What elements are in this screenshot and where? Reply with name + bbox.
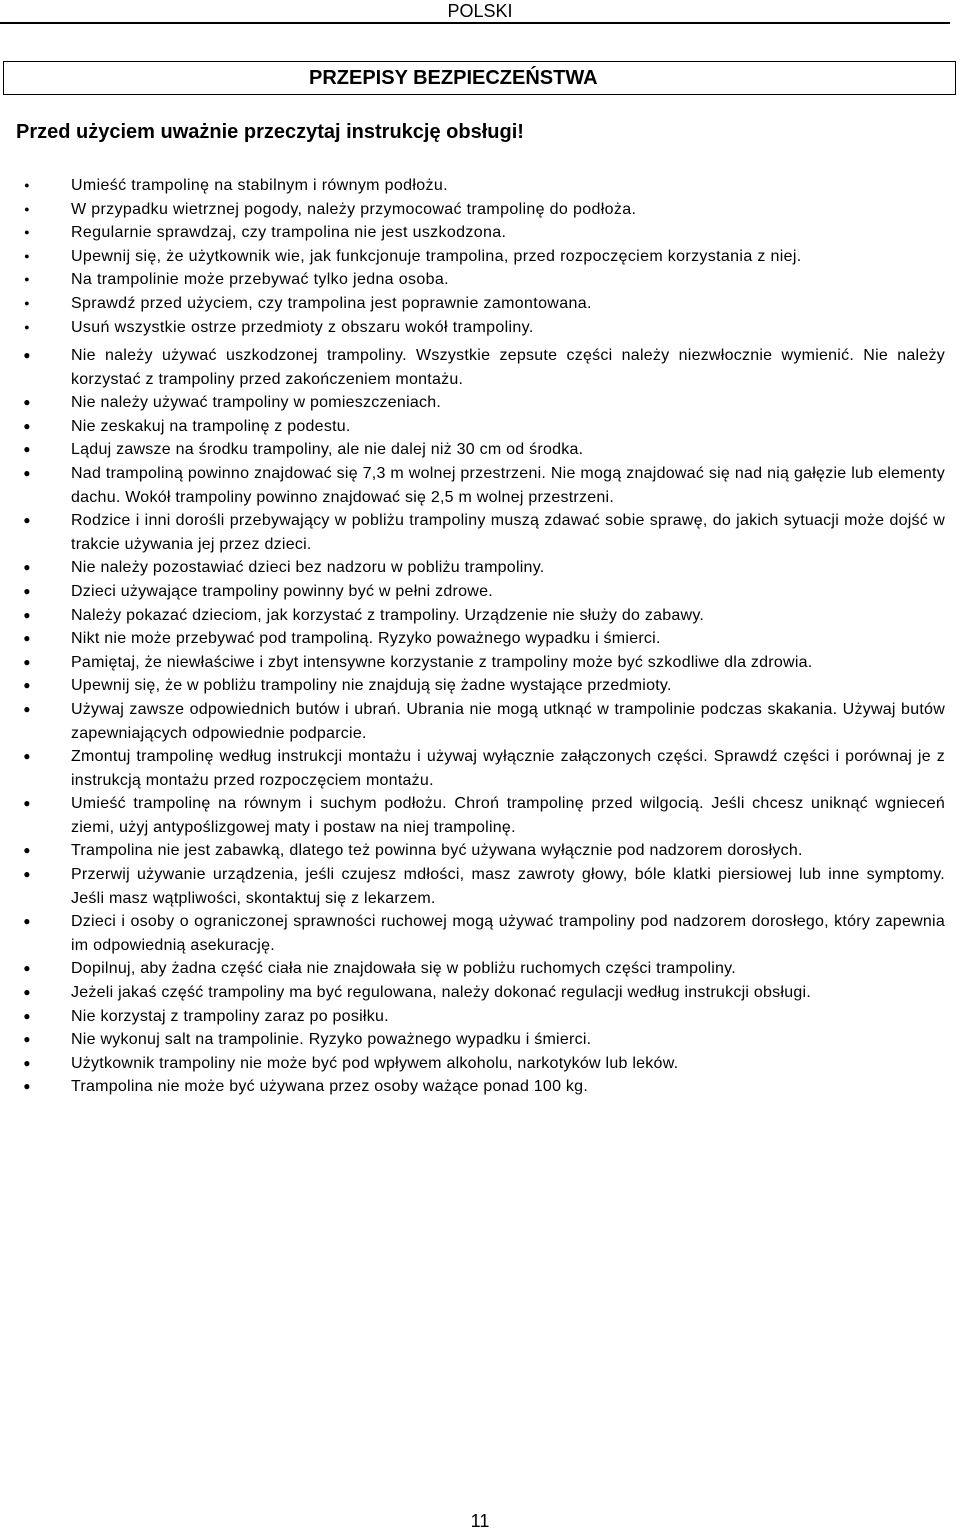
safety-rule-item — [0, 316, 949, 340]
safety-rule-item — [0, 1005, 945, 1029]
safety-rule-text: Nikt nie może przebywać pod trampoliną. Ryzyko poważnego wypadku i śmierci. — [71, 630, 661, 648]
safety-rules-list — [0, 344, 960, 1099]
section-subtitle: Przed użyciem uważnie przeczytaj instrukcję obsługi! — [16, 121, 524, 143]
safety-rule-item — [0, 981, 945, 1005]
bullet-icon: ● — [23, 583, 31, 598]
safety-rule-text: Na trampolinie może przebywać tylko jedna osoba. — [71, 271, 449, 289]
safety-rule-item — [0, 221, 949, 245]
bullet-icon: ● — [23, 985, 31, 1000]
bullet-icon: ● — [23, 914, 31, 929]
safety-rule-text: Trampolina nie może być używana przez osoby ważące ponad 100 kg. — [71, 1078, 589, 1096]
bullet-icon: ● — [23, 749, 31, 764]
safety-rule-text: Pamiętaj, że niewłaściwe i zbyt intensywne korzystanie z trampoliny może być szkodliwe dla zdrowia. — [71, 653, 813, 671]
safety-rule-item — [0, 292, 949, 316]
bullet-icon: ● — [23, 607, 31, 622]
safety-rule-item — [0, 745, 945, 792]
safety-rule-text: Trampolina nie jest zabawką, dlatego też powinna być używana wyłącznie pod nadzorem dorosłych. — [71, 842, 803, 860]
safety-rule-text: Dzieci i osoby o ograniczonej sprawności ruchowej mogą używać trampoliny pod nadzorem dorosłego, który zapewnia im odpowiednią asekurację. — [71, 913, 945, 954]
bullet-icon: ● — [23, 513, 31, 528]
safety-rule-text: Upewnij się, że użytkownik wie, jak funkcjonuje trampolina, przed rozpoczęciem korzystania z niej. — [71, 247, 802, 265]
bullet-icon: ● — [23, 395, 31, 410]
header-divider — [0, 22, 950, 24]
safety-rule-text: Należy pokazać dzieciom, jak korzystać z trampoliny. Urządzenie nie służy do zabawy. — [71, 606, 705, 624]
safety-rule-item — [0, 1075, 945, 1099]
safety-rule-item — [0, 957, 945, 981]
bullet-icon: ● — [23, 654, 31, 669]
safety-rule-item — [0, 556, 945, 580]
bullet-icon: ● — [23, 442, 31, 457]
safety-rule-item — [0, 604, 945, 628]
safety-rule-text: Umieść trampolinę na stabilnym i równym podłożu. — [71, 177, 448, 194]
section-title-box — [3, 61, 956, 95]
safety-rule-text: Rodzice i inni dorośli przebywający w pobliżu trampoliny muszą zdawać sobie sprawę, do jakich sytuacji może dojść w trakcie używania jej przez dzieci. — [71, 512, 945, 553]
safety-rule-text: Nie wykonuj salt na trampolinie. Ryzyko poważnego wypadku i śmierci. — [71, 1031, 592, 1049]
safety-rule-text: Zmontuj trampolinę według instrukcji montażu i używaj wyłącznie załączonych części. Sprawdź części i porównaj je z instrukcją montażu przed rozpoczęciem montażu. — [71, 748, 945, 789]
bullet-icon: ● — [23, 867, 31, 882]
safety-rule-text: Nie należy używać trampoliny w pomieszczeniach. — [71, 394, 442, 412]
bullet-icon: ● — [24, 321, 30, 332]
bullet-icon: ● — [23, 1079, 31, 1094]
bullet-icon: ● — [24, 180, 30, 190]
bullet-icon: ● — [23, 1055, 31, 1070]
bullet-icon: ● — [23, 678, 31, 693]
bullet-icon: ● — [23, 796, 31, 811]
safety-rule-item — [0, 268, 949, 292]
safety-rule-item — [0, 651, 945, 675]
safety-rule-text: Użytkownik trampoliny nie może być pod wpływem alkoholu, narkotyków lub leków. — [71, 1054, 679, 1072]
header-language: POLSKI — [447, 1, 513, 21]
safety-rule-text: Dopilnuj, aby żadna część ciała nie znajdowała się w pobliżu ruchomych części trampoliny. — [71, 960, 736, 978]
safety-rule-item — [0, 245, 949, 269]
safety-rule-item — [0, 509, 945, 556]
bullet-icon: ● — [23, 701, 31, 716]
bullet-icon: ● — [24, 250, 30, 261]
safety-rule-item — [0, 462, 945, 509]
bullet-icon: ● — [23, 1032, 31, 1047]
safety-rule-text: Sprawdź przed użyciem, czy trampolina jest poprawnie zamontowana. — [71, 294, 592, 312]
bullet-icon: ● — [23, 560, 31, 575]
bullet-icon: ● — [24, 227, 30, 238]
page-number: 11 — [470, 1511, 490, 1531]
safety-rule-item — [0, 1028, 945, 1052]
safety-rule-text: Dzieci używające trampoliny powinny być w pełni zdrowe. — [71, 582, 493, 600]
safety-rule-item — [0, 674, 945, 698]
safety-rules-list-compact — [0, 174, 960, 339]
section-title: PRZEPISY BEZPIECZEŃSTWA — [309, 67, 598, 89]
safety-rule-item — [0, 438, 945, 462]
safety-rule-item — [0, 344, 945, 391]
safety-rule-item — [0, 415, 945, 439]
safety-rule-text: Usuń wszystkie ostrze przedmioty z obszaru wokół trampoliny. — [71, 318, 534, 336]
safety-rule-item — [0, 698, 945, 745]
safety-rule-item — [0, 198, 949, 222]
safety-rule-item — [0, 391, 945, 415]
bullet-icon: ● — [24, 297, 30, 308]
safety-rule-text: Nie zeskakuj na trampolinę z podestu. — [71, 417, 351, 435]
safety-rule-text: Ląduj zawsze na środku trampoliny, ale nie dalej niż 30 cm od środka. — [71, 441, 584, 459]
safety-rule-item — [0, 863, 945, 910]
safety-rule-item — [0, 627, 945, 651]
bullet-icon: ● — [23, 465, 31, 480]
bullet-icon: ● — [24, 274, 30, 285]
safety-rule-text: Nad trampoliną powinno znajdować się 7,3 m wolnej przestrzeni. Nie mogą znajdować się nad nią gałęzie lub elementy dachu. Wokół trampoliny powinno znajdować się 2,5 m wolnej przestrzeni. — [71, 464, 945, 506]
safety-rule-item — [0, 839, 945, 863]
bullet-icon: ● — [23, 631, 31, 646]
safety-rule-text: Przerwij używanie urządzenia, jeśli czujesz mdłości, masz zawroty głowy, bóle klatki piersiowej lub inne symptomy. Jeśli masz wątpliwości, skontaktuj się z lekarzem. — [71, 866, 945, 907]
bullet-icon: ● — [23, 418, 31, 433]
safety-rule-item — [0, 174, 949, 198]
safety-rule-text: Nie należy używać uszkodzonej trampoliny. Wszystkie zepsute części należy niezwłocznie wymienić. Nie należy korzystać z trampoliny przed zakończeniem montażu. — [71, 347, 945, 388]
safety-rule-text: Nie korzystaj z trampoliny zaraz po posiłku. — [71, 1007, 389, 1025]
safety-rule-text: Regularnie sprawdzaj, czy trampolina nie jest uszkodzona. — [71, 224, 507, 242]
safety-rule-text: Umieść trampolinę na równym i suchym podłożu. Chroń trampolinę przed wilgocią. Jeśli chcesz uniknąć wgnieceń ziemi, użyj antypoślizgowej maty i postaw na niej trampolinę. — [71, 795, 945, 836]
safety-rule-item — [0, 910, 945, 957]
safety-rule-item — [0, 792, 945, 839]
bullet-icon: ● — [23, 1008, 31, 1023]
bullet-icon: ● — [23, 961, 31, 976]
bullet-icon: ● — [23, 348, 31, 362]
safety-rule-text: Nie należy pozostawiać dzieci bez nadzoru w pobliżu trampoliny. — [71, 559, 545, 577]
bullet-icon: ● — [23, 843, 31, 858]
safety-rule-text: Jeżeli jakaś część trampoliny ma być regulowana, należy dokonać regulacji według instrukcji obsługi. — [71, 984, 812, 1002]
safety-rule-text: Używaj zawsze odpowiednich butów i ubrań. Ubrania nie mogą utknąć w trampolinie podczas skakania. Używaj butów zapewniających odpowiednie podparcie. — [71, 700, 945, 742]
safety-rule-text: Upewnij się, że w pobliżu trampoliny nie znajdują się żadne wystające przedmioty. — [71, 677, 672, 695]
bullet-icon: ● — [24, 203, 30, 214]
safety-rule-item — [0, 580, 945, 604]
safety-rule-item — [0, 1052, 945, 1076]
safety-rule-text: W przypadku wietrznej pogody, należy przymocować trampolinę do podłoża. — [71, 200, 637, 218]
